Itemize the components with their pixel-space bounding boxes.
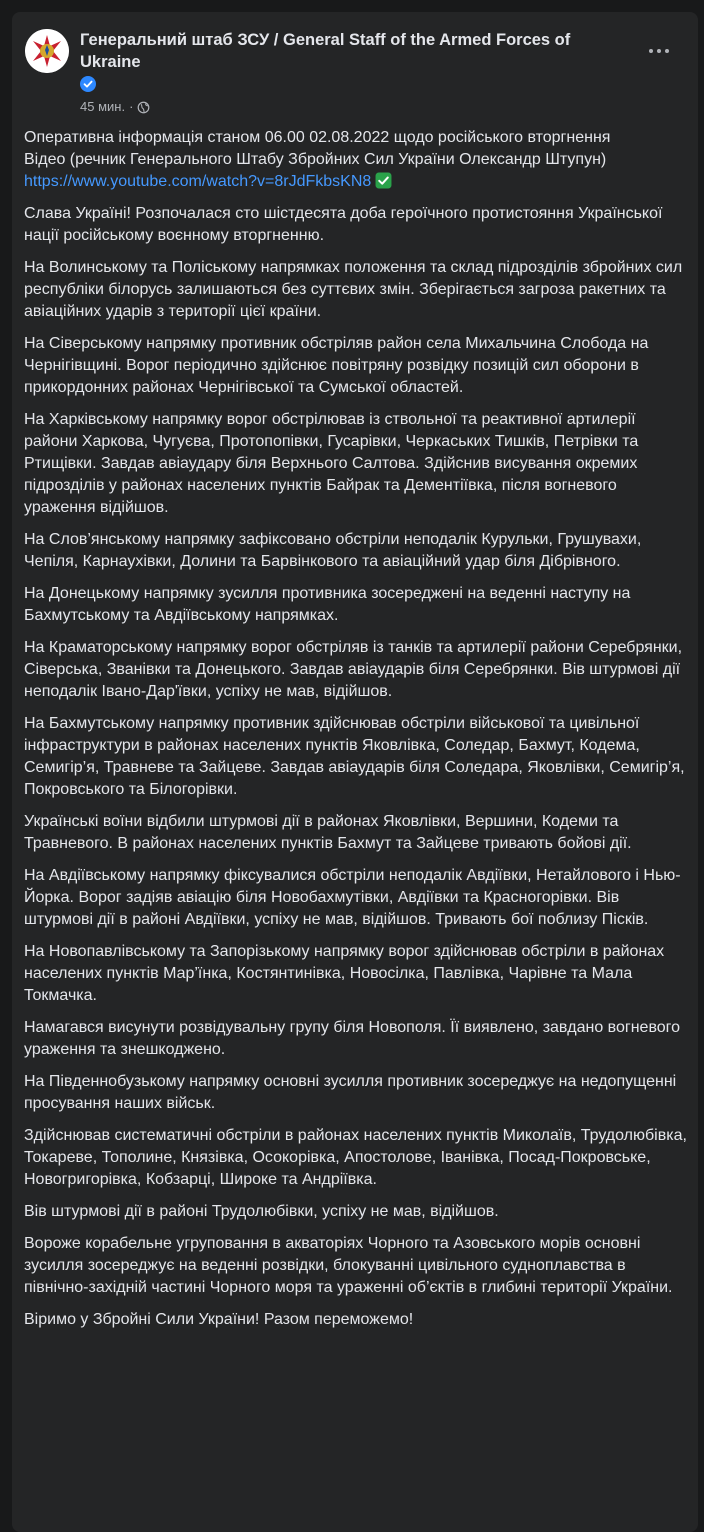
intro-line-1: Оперативна інформація станом 06.00 02.08.2022 щодо російського вторгнення	[24, 129, 611, 146]
post-header	[12, 12, 698, 122]
post-paragraph: На Сіверському напрямку противник обстріляв район села Михальчина Слобода на Чернігівщині. Ворог періодично здійснює повітряну розвідку позицій сил оборони в прикордонних районах Чернігівської та Сумської областей.	[24, 335, 649, 396]
post-card	[12, 12, 698, 1532]
general-staff-emblem-icon	[25, 29, 69, 73]
post-paragraph: Віримо у Збройні Сили України! Разом переможемо!	[24, 1311, 414, 1328]
globe-icon[interactable]	[137, 101, 150, 114]
post-paragraph: Вів штурмові дії в районі Трудолюбівки, успіху не мав, відійшов.	[24, 1203, 499, 1220]
check-mark-icon	[375, 172, 392, 189]
more-options-icon-dot	[657, 49, 661, 53]
author-name[interactable]: Генеральний штаб ЗСУ / General Staff of the Armed Forces of Ukraine	[80, 31, 571, 71]
post-paragraph: На Новопавлівському та Запорізькому напрямку ворог здійснював обстріли в районах населених пунктів Мар’їнка, Костянтинівка, Новосілка, Павлівка, Чарівне та Мала Токмачка.	[24, 943, 665, 1004]
meta-separator: ·	[129, 99, 134, 114]
page-avatar[interactable]	[25, 29, 69, 73]
post-intro	[24, 127, 688, 193]
post-paragraph: На Волинському та Поліському напрямках положення та склад підрозділів збройних сил республіки білорусь залишаються без суттєвих змін. Зберігається загроза ракетних та авіаційних ударів з території цієї країни.	[24, 259, 683, 320]
post-paragraph: На Південнобузькому напрямку основні зусилля противник зосереджує на недопущенні просування наших військ.	[24, 1073, 677, 1112]
post-timestamp[interactable]: 45 мин.	[80, 99, 126, 114]
post-paragraph: На Харківському напрямку ворог обстрілював із ствольної та реактивної артилерії райони Харкова, Чугуєва, Протопопівки, Гусарівки, Черкаських Тишків, Петрівки та Ртищівки. Завдав авіаудару біля Верхнього Салтова. Здійснив висування окремих підрозділів у районах населених пунктів Байрак та Дементіївка, після вогневого ураження відійшов.	[24, 411, 639, 516]
post-paragraph: На Слов’янському напрямку зафіксовано обстріли неподалік Курульки, Грушувахи, Чепіля, Карнаухівки, Долини та Барвінкового та авіаційний удар біля Дібрівного.	[24, 531, 642, 570]
verified-badge-icon	[80, 76, 96, 92]
post-paragraph: На Краматорському напрямку ворог обстріляв із танків та артилерії райони Серебрянки, Сіверська, Званівки та Донецького. Завдав авіаударів біля Серебрянки. Вів штурмові дії неподалік Івано-Дар'ївки, успіху не мав, відійшов.	[24, 639, 683, 700]
post-body	[24, 127, 688, 1341]
post-paragraph: Вороже корабельне угруповання в акваторіях Чорного та Азовського морів основні зусилля зосереджує на веденні розвідки, блокуванні цивільного судноплавства в північно-західній частині Чорного моря та ураженні об’єктів в глибині території України.	[24, 1235, 673, 1296]
post-paragraph: Слава Україні! Розпочалася сто шістдесята доба героїчного протистояння Української нації російському воєнному вторгненню.	[24, 205, 663, 244]
post-paragraph: На Авдіївському напрямку фіксувалися обстріли неподалік Авдіївки, Нетайлового і Нью-Йорка. Ворог задіяв авіацію біля Новобахмутівки, Авдіївки та Красногорівки. Вів штурмові дії в районі Авдіївки, успіху не мав, відійшов. Тривають бої поблизу Пісків.	[24, 867, 681, 928]
video-link[interactable]: https://www.youtube.com/watch?v=8rJdFkbsKN8	[24, 173, 372, 190]
post-paragraph: Здійснював систематичні обстріли в районах населених пунктів Миколаїв, Трудолюбівка, Токареве, Тополине, Князівка, Осокорівка, Апостолове, Іванівка, Посад-Покровське, Новогригорівка, Кобзарці, Широке та Андріївка.	[24, 1127, 687, 1188]
more-options-icon-dot	[665, 49, 669, 53]
post-meta	[80, 98, 150, 116]
post-paragraph: Українські воїни відбили штурмові дії в районах Яковлівки, Вершини, Кодеми та Травневого. В районах населених пунктів Бахмут та Зайцеве тривають бойові дії.	[24, 813, 632, 852]
more-options-icon-dot	[649, 49, 653, 53]
post-paragraph: Намагався висунути розвідувальну групу біля Новополя. Її виявлено, завдано вогневого ураження та знешкоджено.	[24, 1019, 681, 1058]
post-paragraph: На Бахмутському напрямку противник здійснював обстріли військової та цивільної інфраструктури в районах населених пунктів Яковлівка, Соледар, Бахмут, Кодема, Семигір’я, Травневе та Зайцеве. Завдав авіаударів біля Соледара, Яковлівки, Семигір’я, Покровського та Білогорівки.	[24, 715, 685, 798]
more-options-button[interactable]	[642, 34, 676, 68]
intro-line-2: Відео (речник Генерального Штабу Збройних Сил України Олександр Штупун)	[24, 151, 607, 168]
post-paragraph: На Донецькому напрямку зусилля противника зосереджені на веденні наступу на Бахмутському та Авдіївському напрямках.	[24, 585, 631, 624]
